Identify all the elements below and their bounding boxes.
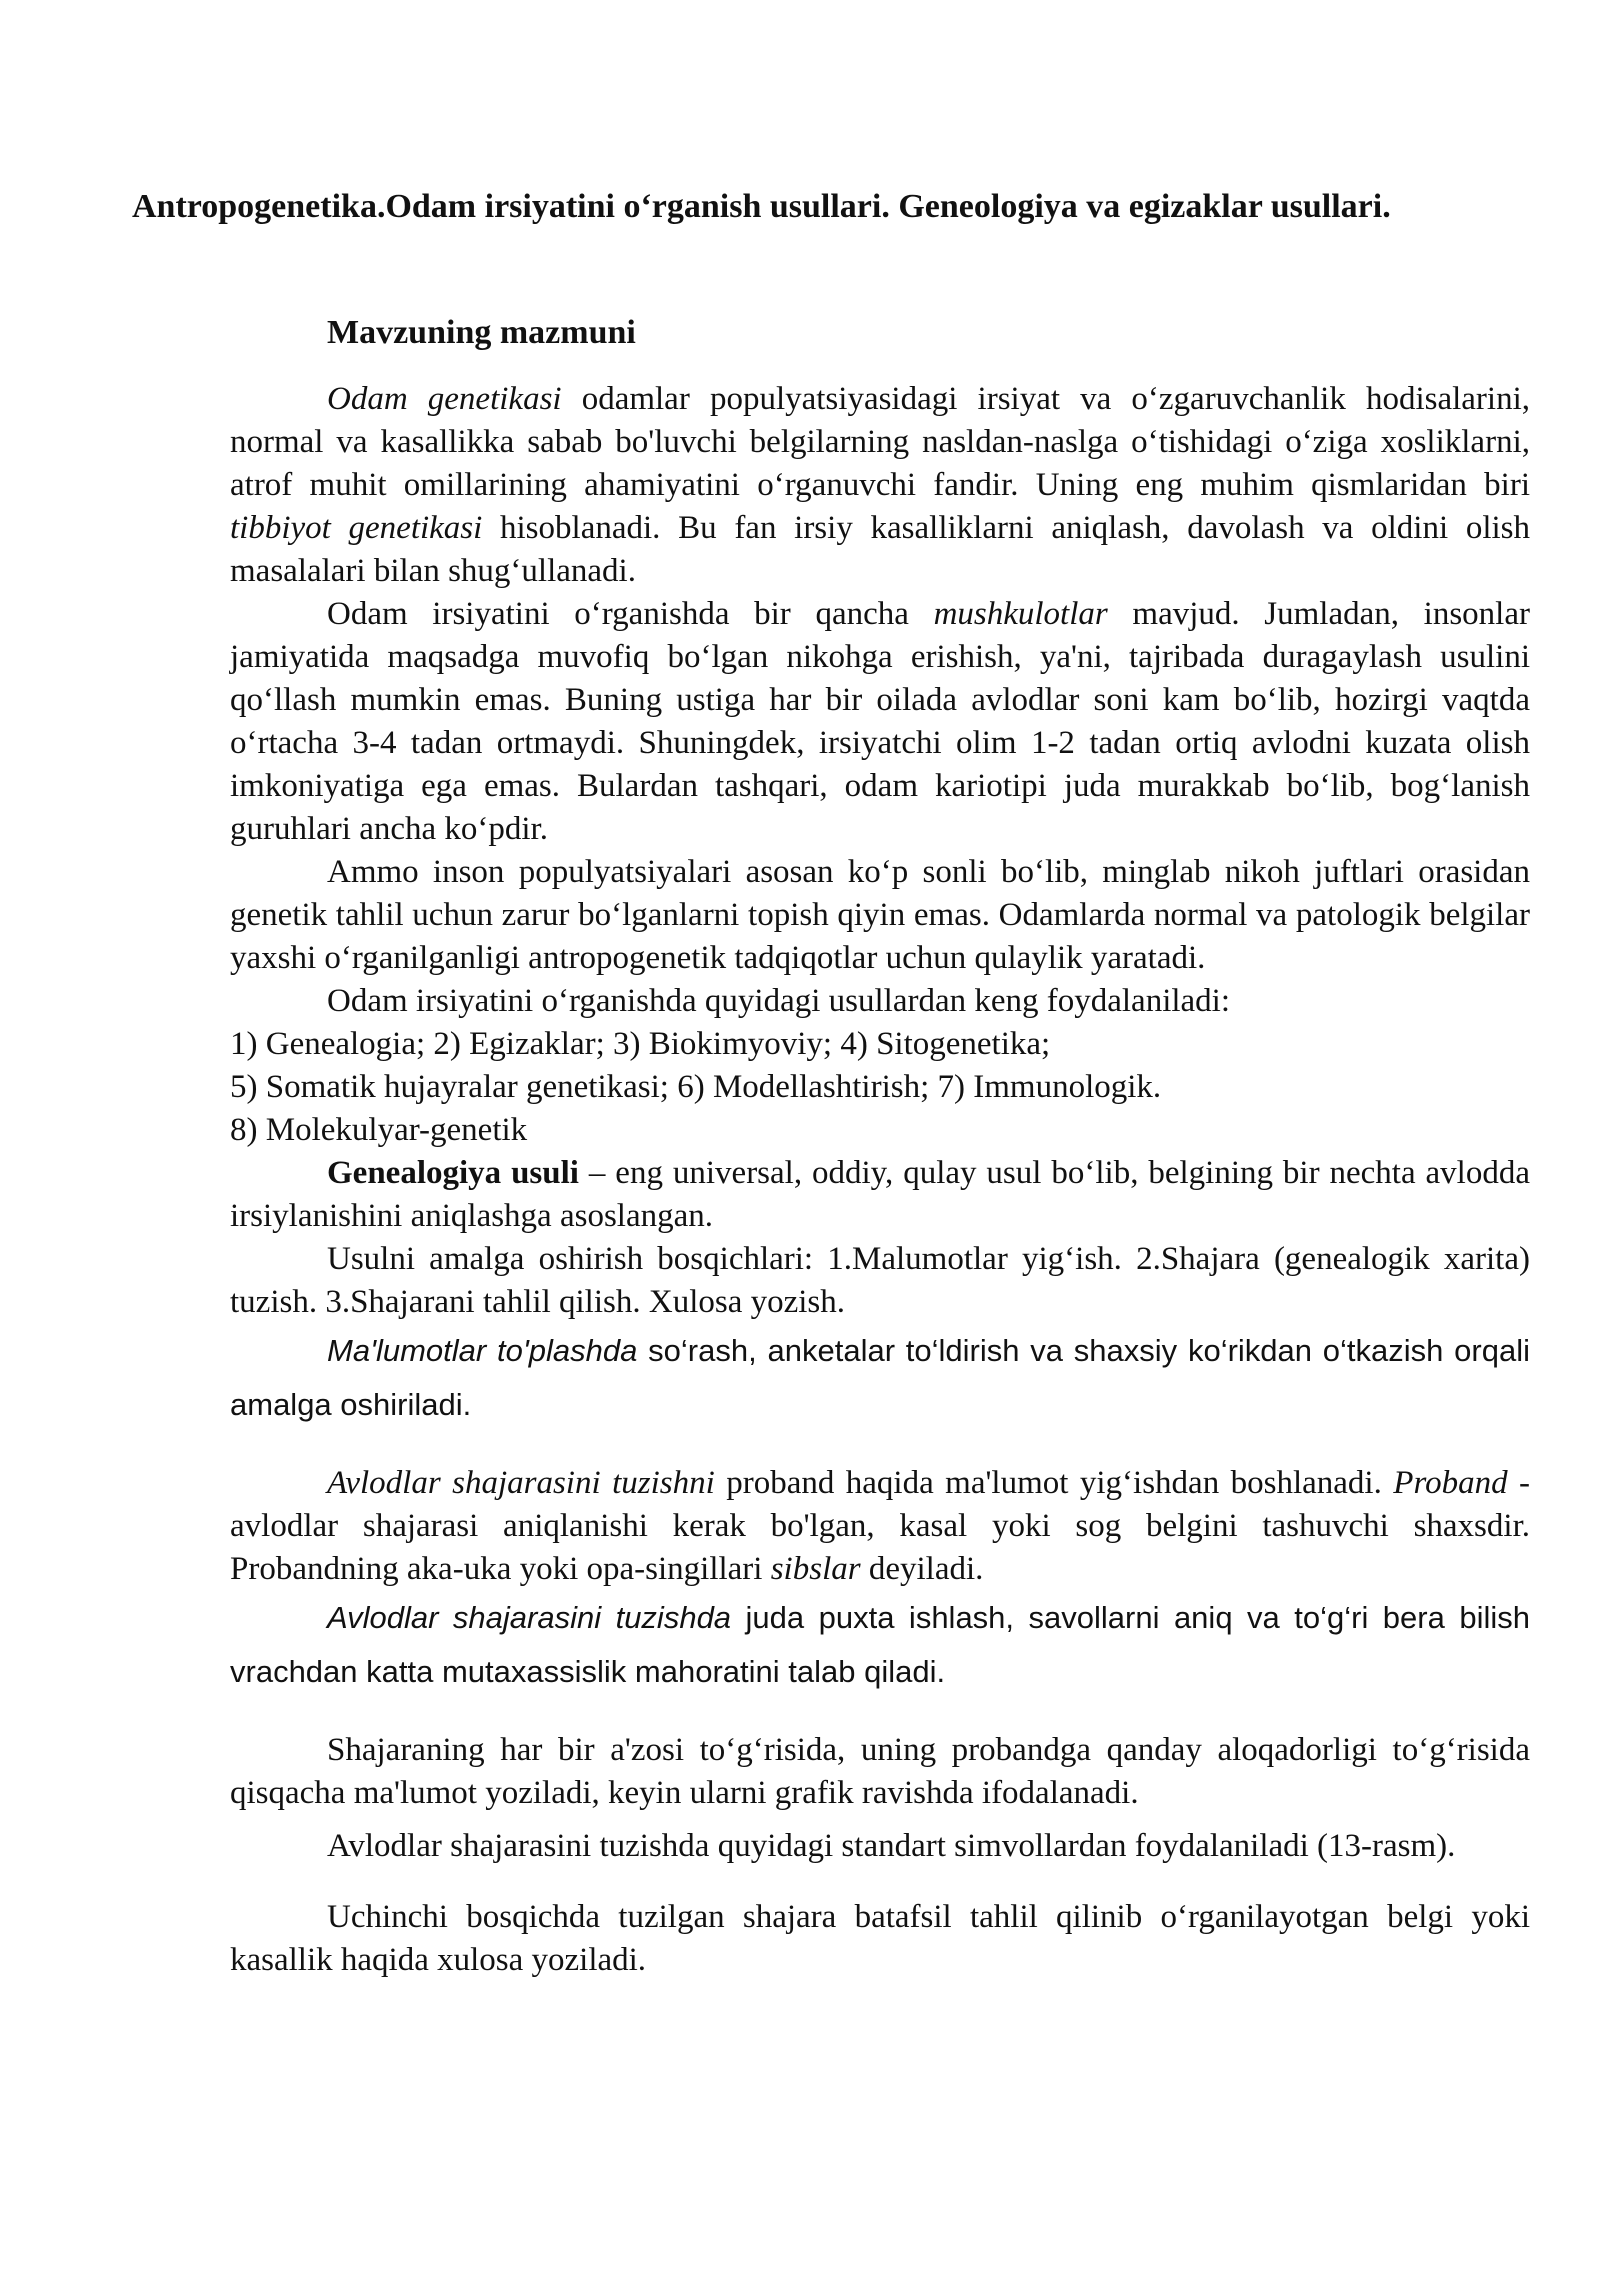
italic-term: mushkulotlar xyxy=(933,596,1108,632)
paragraph-8: Avlodlar shajarasini tuzishni proband haqida ma'lumot yig‘ishdan boshlanadi. Proband - avlodlar shajarasi aniqlanishi kerak bo'lgan, kasal yoki sog belgini tashuvchi shaxsdir. Probandning aka-uka yoki opa-singillari sibslar deyiladi. xyxy=(230,1465,1531,1587)
paragraph-5: Genealogiya usuli – eng universal, oddiy, qulay usul bo‘lib, belgining bir nechta avlodda irsiylanishini aniqlashga asoslangan. xyxy=(230,1155,1530,1234)
spacer xyxy=(230,1699,1530,1729)
italic-term: Avlodlar shajarasini tuzishda xyxy=(327,1600,732,1635)
paragraph-4: Odam irsiyatini o‘rganishda quyidagi usullardan keng foydalaniladi: xyxy=(327,983,1231,1019)
italic-term: Avlodlar shajarasini tuzishni xyxy=(327,1465,715,1501)
paragraph-10: Shajaraning har bir a'zosi to‘g‘risida, uning probandga qanday aloqadorligi to‘g‘risida qisqacha ma'lumot yoziladi, keyin ularni grafik ravishda ifodalanadi. xyxy=(230,1732,1530,1811)
paragraph-2: Odam irsiyatini o‘rganishda bir qancha mushkulotlar mavjud. Jumladan, insonlar jamiyatida maqsadga muvofiq bo‘lgan nikohga erishish, ya'ni, tajribada duragaylash usulini qo‘llash mumkin emas. Buning ustiga har bir oilada avlodlar soni kam bo‘lib, hozirgi vaqtda o‘rtacha 3-4 tadan ortmaydi. Shuningdek, irsiyatchi olim 1-2 tadan ortiq avlodni kuzata olish imkoniyatiga ega emas. Bulardan tashqari, odam kariotipi juda murakkab bo‘lib, bog‘lanish guruhlari ancha ko‘pdir. xyxy=(230,596,1530,847)
spacer xyxy=(230,1878,1530,1896)
document-title: Antropogenetika.Odam irsiyatini o‘rganish usullari. Geneologiya va egizaklar usullari. xyxy=(132,188,1391,225)
italic-term: Odam genetikasi xyxy=(327,381,562,417)
paragraph-9: Avlodlar shajarasini tuzishda juda puxta ishlash, savollarni aniq va to‘g‘ri bera bilish vrachdan katta mutaxassislik mahoratini talab qiladi. xyxy=(230,1600,1530,1689)
document-body xyxy=(230,378,1530,1982)
methods-list-line-3: 8) Molekulyar-genetik xyxy=(230,1112,528,1148)
paragraph-12: Uchinchi bosqichda tuzilgan shajara batafsil tahlil qilinib o‘rganilayotgan belgi yoki kasallik haqida xulosa yoziladi. xyxy=(230,1899,1530,1978)
section-heading: Mavzuning mazmuni xyxy=(327,314,636,351)
paragraph-6: Usulni amalga oshirish bosqichlari: 1.Malumotlar yig‘ish. 2.Shajara (genealogik xarita) tuzish. 3.Shajarani tahlil qilish. Xulosa yozish. xyxy=(230,1241,1530,1320)
italic-term: tibbiyot genetikasi xyxy=(230,510,483,546)
paragraph-11: Avlodlar shajarasini tuzishda quyidagi standart simvollardan foydalaniladi (13-rasm). xyxy=(327,1828,1456,1864)
methods-list-line-2: 5) Somatik hujayralar genetikasi; 6) Modellashtirish; 7) Immunologik. xyxy=(230,1069,1162,1105)
italic-term: Proband xyxy=(1393,1465,1508,1501)
methods-list-line-1: 1) Genealogia; 2) Egizaklar; 3) Biokimyoviy; 4) Sitogenetika; xyxy=(230,1026,1051,1062)
paragraph-3: Ammo inson populyatsiyalari asosan ko‘p sonli bo‘lib, minglab nikoh juftlari orasidan genetik tahlil uchun zarur bo‘lganlarni topish qiyin emas. Odamlarda normal va patologik belgilar yaxshi o‘rganilganligi antropogenetik tadqiqotlar uchun qulaylik yaratadi. xyxy=(230,854,1530,976)
paragraph-1: Odam genetikasi odamlar populyatsiyasidagi irsiyat va o‘zgaruvchanlik hodisalarini, normal va kasallikka sabab bo'luvchi belgilarning nasldan-naslga o‘tishidagi o‘ziga xosliklarni, atrof muhit omillarining ahamiyatini o‘rganuvchi fandir. Uning eng muhim qismlaridan biri tibbiyot genetikasi hisoblanadi. Bu fan irsiy kasalliklarni aniqlash, davolash va oldini olish masalalari bilan shug‘ullanadi. xyxy=(230,381,1530,589)
spacer xyxy=(230,1432,1530,1462)
bold-term: Genealogiya usuli xyxy=(327,1155,579,1191)
paragraph-7: Ma'lumotlar to'plashda so‘rash, anketalar to‘ldirish va shaxsiy ko‘rikdan o‘tkazish orqali amalga oshiriladi. xyxy=(230,1333,1531,1422)
italic-term: Ma'lumotlar to'plashda xyxy=(327,1333,638,1368)
italic-term: sibslar xyxy=(770,1551,861,1587)
